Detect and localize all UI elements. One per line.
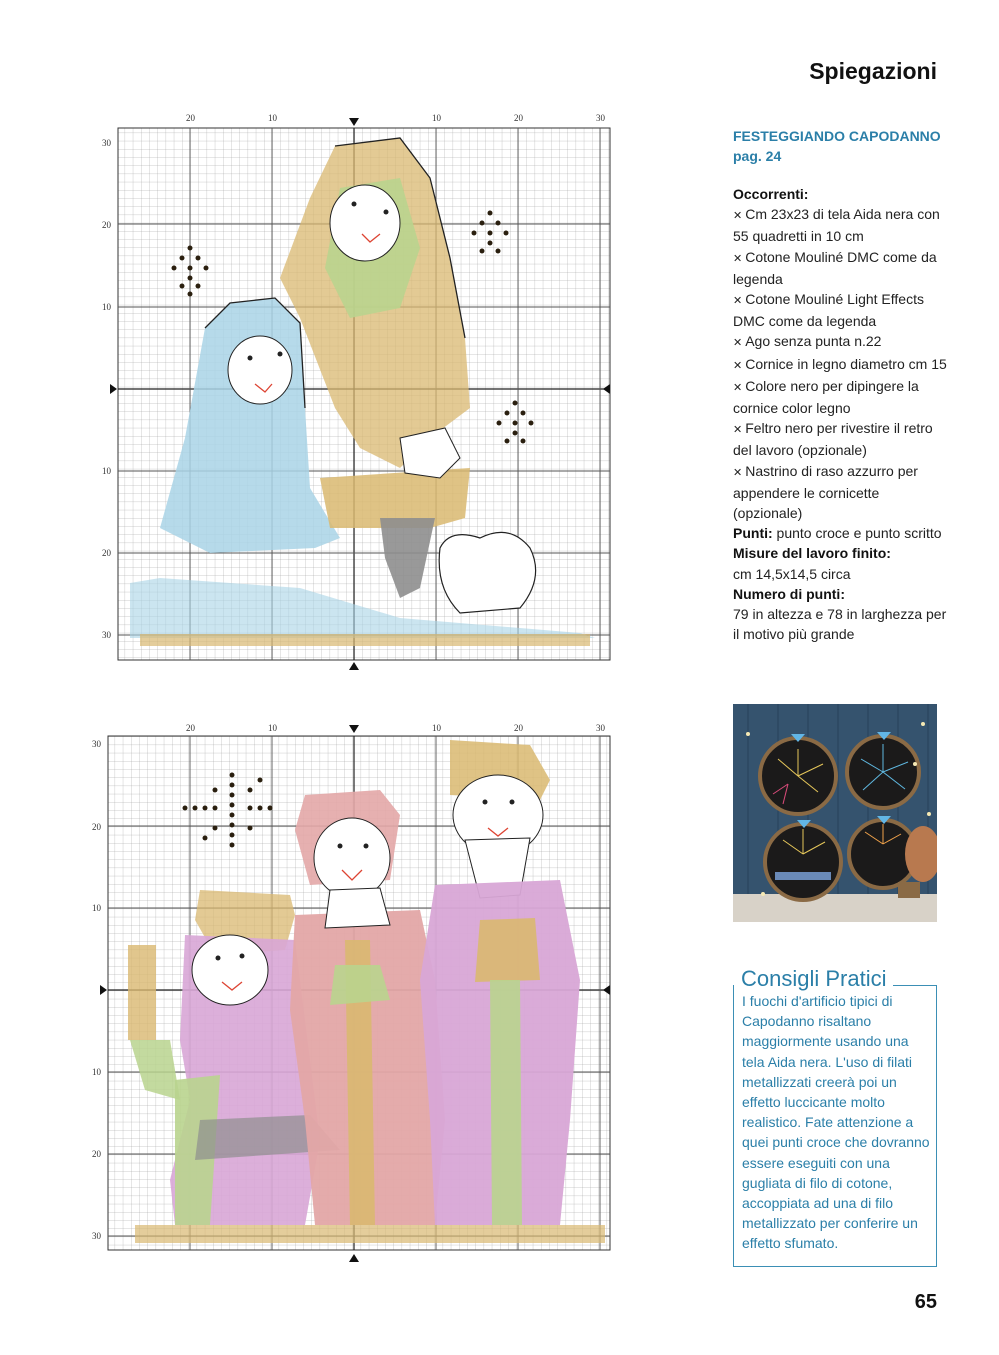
embroidery-hoop (847, 736, 919, 808)
side-label: 20 (92, 1149, 101, 1159)
embroidery-hoop (760, 738, 836, 814)
top-label: 10 (432, 723, 441, 733)
side-label: 20 (102, 548, 111, 558)
top-label: 30 (596, 723, 605, 733)
embroidery-hoop (765, 824, 841, 900)
material-item: ✕ Feltro nero per rivestire il retro del lavoro (opzionale) (733, 418, 948, 460)
material-item: ✕ Cm 23x23 di tela Aida nera con 55 quadretti in 10 cm (733, 204, 948, 246)
side-label: 10 (102, 302, 111, 312)
tips-title: Consigli Pratici (741, 966, 891, 992)
material-item: ✕ Ago senza punta n.22 (733, 331, 948, 353)
chart-nativity-svg (100, 108, 620, 673)
side-label: 10 (92, 1067, 101, 1077)
top-label: 30 (596, 113, 605, 123)
pattern-title: FESTEGGIANDO CAPODANNO (733, 128, 941, 144)
tips-text: I fuochi d'artificio tipici di Capodanno risaltano maggiormente usando una tela Aida nera. L'uso di filati metallizzati creerà poi un effetto luccicante molto realistico. Fate attenzione a quei punti croce che dovranno essere eseguiti con una gugliata di filo di cotone, accoppiata ad una di filo metallizzato per conferire un effetto sfumato. (742, 993, 930, 1252)
material-item: ✕ Cotone Mouliné DMC come da legenda (733, 247, 948, 289)
pattern-page-ref: pag. 24 (733, 148, 782, 164)
stitches-value: punto croce e punto scritto (776, 525, 942, 542)
size-label: Misure del lavoro finito: (733, 545, 891, 562)
side-label: 20 (92, 822, 101, 832)
pattern-details (733, 126, 948, 644)
stitches-label: Punti: (733, 525, 773, 542)
chart-three-kings (90, 720, 620, 1265)
top-label: 20 (186, 113, 195, 123)
chart-nativity (100, 108, 620, 673)
side-label: 10 (92, 903, 101, 913)
finished-work-photo (733, 704, 937, 922)
page-number: 65 (914, 1291, 937, 1313)
material-item: ✕ Colore nero per dipingere la cornice color legno (733, 376, 948, 418)
top-label: 20 (186, 723, 195, 733)
top-label: 10 (268, 113, 277, 123)
section-title: Spiegazioni (809, 58, 937, 84)
material-item: ✕ Cornice in legno diametro cm 15 (733, 354, 948, 376)
side-label: 10 (102, 466, 111, 476)
top-label: 10 (268, 723, 277, 733)
count-value: 79 in altezza e 78 in larghezza per il motivo più grande (733, 606, 947, 643)
material-item: ✕ Nastrino di raso azzurro per appendere le cornicette (opzionale) (733, 461, 948, 524)
material-item: ✕ Cotone Mouliné Light Effects DMC come da legenda (733, 289, 948, 331)
side-label: 30 (102, 138, 111, 148)
materials-label: Occorrenti: (733, 186, 809, 202)
chart-three-kings-svg (90, 720, 620, 1265)
side-label: 30 (92, 1231, 101, 1241)
side-label: 30 (92, 739, 101, 749)
side-label: 30 (102, 630, 111, 640)
top-label: 20 (514, 113, 523, 123)
top-label: 20 (514, 723, 523, 733)
count-label: Numero di punti: (733, 585, 845, 602)
size-value: cm 14,5x14,5 circa (733, 565, 851, 582)
side-label: 20 (102, 220, 111, 230)
top-label: 10 (432, 113, 441, 123)
